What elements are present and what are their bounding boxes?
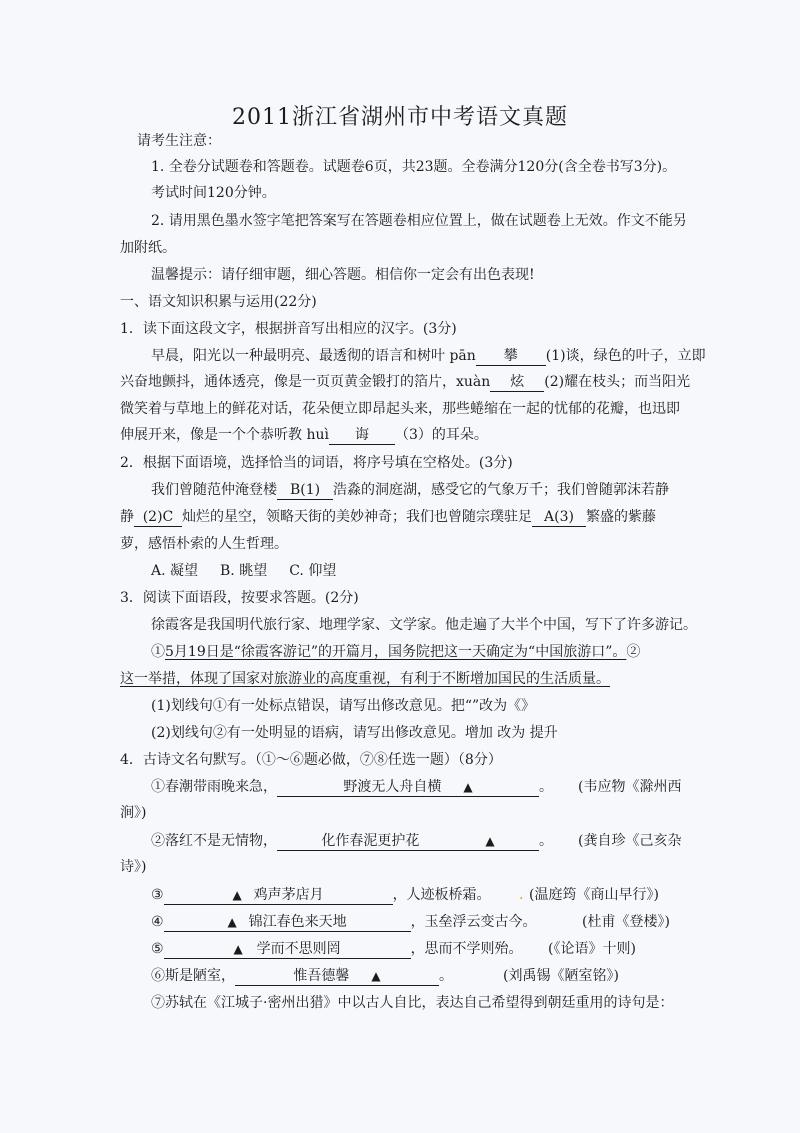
poem-line-5: ⑤ ▲ 学而不思则罔 ，思而不学则殆。 (151, 941, 523, 957)
triangle-icon: ▲ (232, 888, 242, 902)
poem-source: (杜甫《登楼》) (582, 914, 670, 930)
option-b: B. 眺望 (220, 563, 268, 579)
page-title: 2011浙江省湖州市中考语文真题 (232, 105, 568, 130)
underlined-sentence-1: 5月19日是“徐霞客游记”的开篇月，国务院把这一天确定为“中国旅游口”。 (165, 644, 627, 660)
question-3-sub-2: (2)划线句②有一处明显的语病，请写出修改意见。增加 改为 提升 (151, 725, 558, 741)
question-2-line: 我们曾随范仲淹登楼 B(1) 浩淼的洞庭湖，感受它的气象万千；我们曾随郭沫若静 (151, 482, 669, 498)
question-1-line: 伸展开来，像是一个个恭听教 huì 诲 （3）的耳朵。 (120, 427, 488, 443)
poem-line-2: ②落红不是无情物， 化作春泥更护花 ▲ 。 (151, 833, 553, 849)
notice-item-1: 1. 全卷分试题卷和答题卷。试题卷6页，共23题。全卷满分120分(含全卷书写3分)。 (151, 159, 677, 175)
notice-item-1-cont: 考试时间120分钟。 (151, 185, 276, 201)
question-3-passage: 徐霞客是我国明代旅行家、地理学家、文学家。他走遍了大半个中国，写下了许多游记。 (151, 617, 697, 633)
poem-line-7: ⑦苏轼在《江城子·密州出猎》中以古人自比，表达自己希望得到朝廷重用的诗句是： (151, 995, 674, 1011)
answer-blank: 惟吾德馨 ▲ (235, 967, 439, 986)
answer-blank: 野渡无人舟自横 ▲ (277, 778, 539, 797)
answer-blank: A(3) (532, 508, 586, 527)
question-1-line: 兴奋地颤抖，通体透亮，像是一页页黄金锻打的箔片，xuàn 炫 (2)耀在枝头；而当阳光 (120, 374, 691, 390)
option-c: C. 仰望 (289, 563, 337, 579)
triangle-icon: ▲ (463, 780, 473, 794)
question-3-sub-1: (1)划线句①有一处标点错误，请写出修改意见。把“”改为《》 (151, 698, 536, 714)
poem-source: (《论语》十则) (548, 941, 636, 957)
question-3-stem: 3．阅读下面语段，按要求答题。(2分) (120, 590, 359, 606)
answer-blank: 炫 (490, 373, 544, 392)
notice-item-2: 2. 请用黑色墨水签字笔把答案写在答题卷相应位置上，做在试题卷上无效。作文不能另 (151, 213, 687, 229)
poem-source: 涧》) (120, 805, 147, 821)
answer-blank: 攀 (476, 347, 546, 366)
poem-line-6: ⑥斯是陋室， 惟吾德馨 ▲ 。 (151, 968, 453, 984)
answer-blank: ▲ 鸡声茅店月 (164, 886, 393, 905)
question-2-line: 静 (2)C 灿烂的星空，领略天街的美妙神奇；我们也曾随宗璞驻足 A(3) 繁盛的紫藤 (120, 509, 656, 525)
poem-source: (温庭筠《商山早行》) (529, 887, 659, 903)
answer-blank: ▲ 学而不思则罔 (164, 940, 411, 959)
answer-blank: B(1) (277, 481, 333, 500)
answer-blank: 化作春泥更护花 ▲ (277, 832, 539, 851)
notice-heading: 请考生注意： (137, 133, 221, 149)
question-2-stem: 2．根据下面语境，选择恰当的词语，将序号填在空格处。(3分) (120, 455, 513, 471)
question-2-options (151, 561, 336, 581)
poem-source (519, 885, 523, 905)
question-1-line: 早晨，阳光以一种最明亮、最透彻的语言和树叶 pān 攀 (1)谈，绿色的叶子，立即 (151, 348, 706, 364)
poem-line-4: ④ ▲ 锦江春色来天地 ，玉垒浮云变古今。 (151, 914, 537, 930)
answer-blank: ▲ 锦江春色来天地 (164, 913, 411, 932)
option-a: A. 凝望 (151, 563, 199, 579)
question-4-stem: 4．古诗文名句默写。（①～⑥题必做，⑦⑧任选一题）（8分） (120, 752, 502, 768)
poem-line-3: ③ ▲ 鸡声茅店月 ，人迹板桥霜。 (151, 887, 491, 903)
poem-source: (刘禹锡《陋室铭》) (503, 968, 619, 984)
triangle-icon: ▲ (227, 915, 237, 929)
triangle-icon: ▲ (233, 942, 243, 956)
answer-blank: 诲 (329, 426, 395, 445)
question-3-passage: ①5月19日是“徐霞客游记”的开篇月，国务院把这一天确定为“中国旅游口”。② (151, 644, 641, 660)
notice-tip: 温馨提示：请仔细审题，细心答题。相信你一定会有出色表现! (151, 267, 535, 283)
triangle-icon: ▲ (371, 969, 381, 983)
poem-source: 诗》) (120, 859, 147, 875)
question-1-stem: 1．读下面这段文字，根据拼音写出相应的汉字。(3分) (120, 321, 457, 337)
section-heading: 一、语文知识积累与运用(22分) (120, 294, 317, 310)
answer-blank: (2)C (134, 508, 182, 527)
dot-mark: . (519, 887, 524, 903)
question-1-line: 微笑着与草地上的鲜花对话，花朵便立即昂起头来，那些蜷缩在一起的忧郁的花瓣，也迅即 (120, 401, 680, 417)
poem-line-1: ①春潮带雨晚来急， 野渡无人舟自横 ▲ 。 (151, 779, 553, 795)
underlined-sentence-2: 这一举措，体现了国家对旅游业的高度重视，有利于不断增加国民的生活质量。 (120, 671, 610, 687)
poem-source: (韦应物《滁州西 (578, 779, 682, 795)
notice-item-2-cont: 加附纸。 (120, 240, 176, 256)
poem-source: (龚自珍《己亥杂 (578, 833, 682, 849)
question-3-passage (120, 669, 610, 689)
question-2-line: 萝，感悟朴索的人生哲理。 (120, 536, 288, 552)
triangle-icon: ▲ (485, 834, 495, 848)
